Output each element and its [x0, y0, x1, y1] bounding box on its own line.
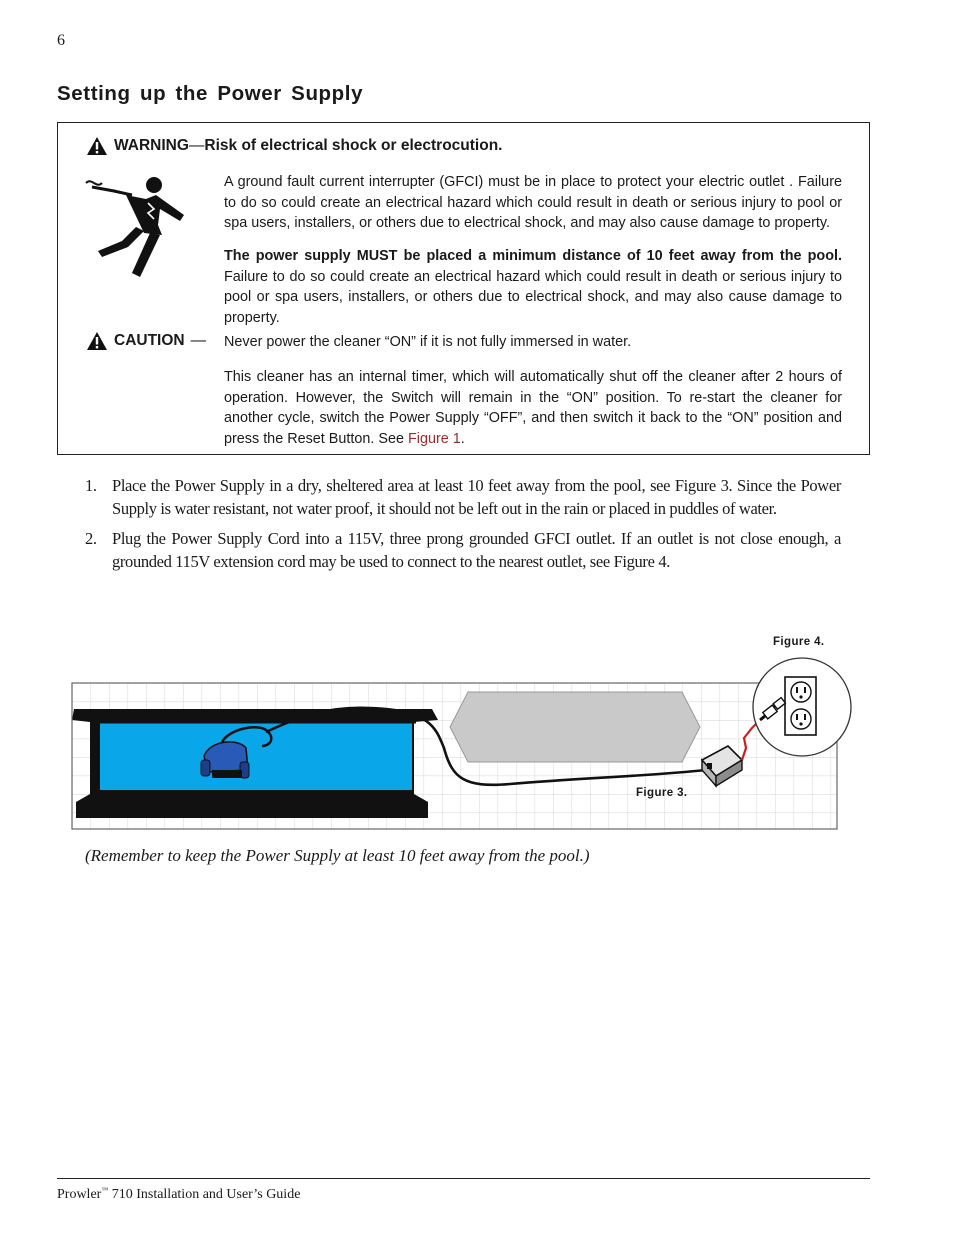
caution-dash: — — [190, 332, 207, 349]
figure-3-label: Figure 3. — [636, 787, 688, 799]
footer-guide-title — [57, 1186, 300, 1203]
warning-distance-bold: The power supply MUST be placed a minimum distance of 10 feet away from the pool. — [224, 248, 842, 264]
step-text: Place the Power Supply in a dry, sheltered area at least 10 feet away from the pool, see Figure 3. Since the Power Supply is water resistant, not water proof, it should not be left out in the rain or placed in puddles of water. — [112, 476, 841, 518]
footer-product: Prowler — [57, 1187, 102, 1202]
step-number: 1. — [85, 476, 97, 495]
page-number: 6 — [57, 32, 65, 49]
footer-trademark: ™ — [101, 1186, 109, 1194]
figure-4-outlet-inset — [753, 658, 851, 756]
warning-distance-rest: Failure to do so could create an electrical hazard which could result in death or serious injury to pool or spa users, installers, or others due to electrical shock, and may also cause damage to property. — [224, 268, 842, 326]
warning-label: WARNING — [114, 137, 189, 154]
step-number: 2. — [85, 529, 97, 548]
figure-1-link[interactable]: Figure 1 — [408, 430, 461, 447]
warning-paragraph-gfci: A ground fault current interrupter (GFCI) must be in place to protect your electric outlet . Failure to do so could create an electrical hazard which could result in death or serious injury to pool or spa users, installers, or others due to electrical shock, and may also cause damage to property. — [224, 174, 842, 231]
warning-title: Risk of electrical shock or electrocution. — [204, 137, 503, 154]
caution-label: CAUTION — [114, 332, 185, 349]
reminder-note: (Remember to keep the Power Supply at least 10 feet away from the pool.) — [85, 846, 590, 865]
pool-water — [100, 722, 412, 790]
ten-feet-distance-arrow — [450, 692, 700, 762]
caution-timer-text: This cleaner has an internal timer, which will automatically shut off the cleaner after 2 hours of operation. However, the Switch will remain in the “ON” position. To re-start the cleaner for another cycle, switch the Power Supply “OFF”, and then switch it back to the “ON” position and press the Reset Button. See — [224, 369, 842, 447]
figure-4-label: Figure 4. — [773, 636, 825, 648]
footer-title-rest: 710 Installation and User’s Guide — [108, 1187, 301, 1202]
section-title: Setting up the Power Supply — [57, 82, 364, 105]
caution-timer-end: . — [460, 430, 465, 447]
caution-line-immersed: Never power the cleaner “ON” if it is not fully immersed in water. — [224, 334, 632, 350]
step-text: Plug the Power Supply Cord into a 115V, three prong grounded GFCI outlet. If an outlet is not close enough, a grounded 115V extension cord may be used to connect to the nearest outlet, see Figure 4. — [112, 529, 841, 571]
figure-3-illustration — [72, 683, 837, 829]
warning-dash: — — [188, 137, 205, 154]
footer-divider — [57, 1178, 870, 1179]
